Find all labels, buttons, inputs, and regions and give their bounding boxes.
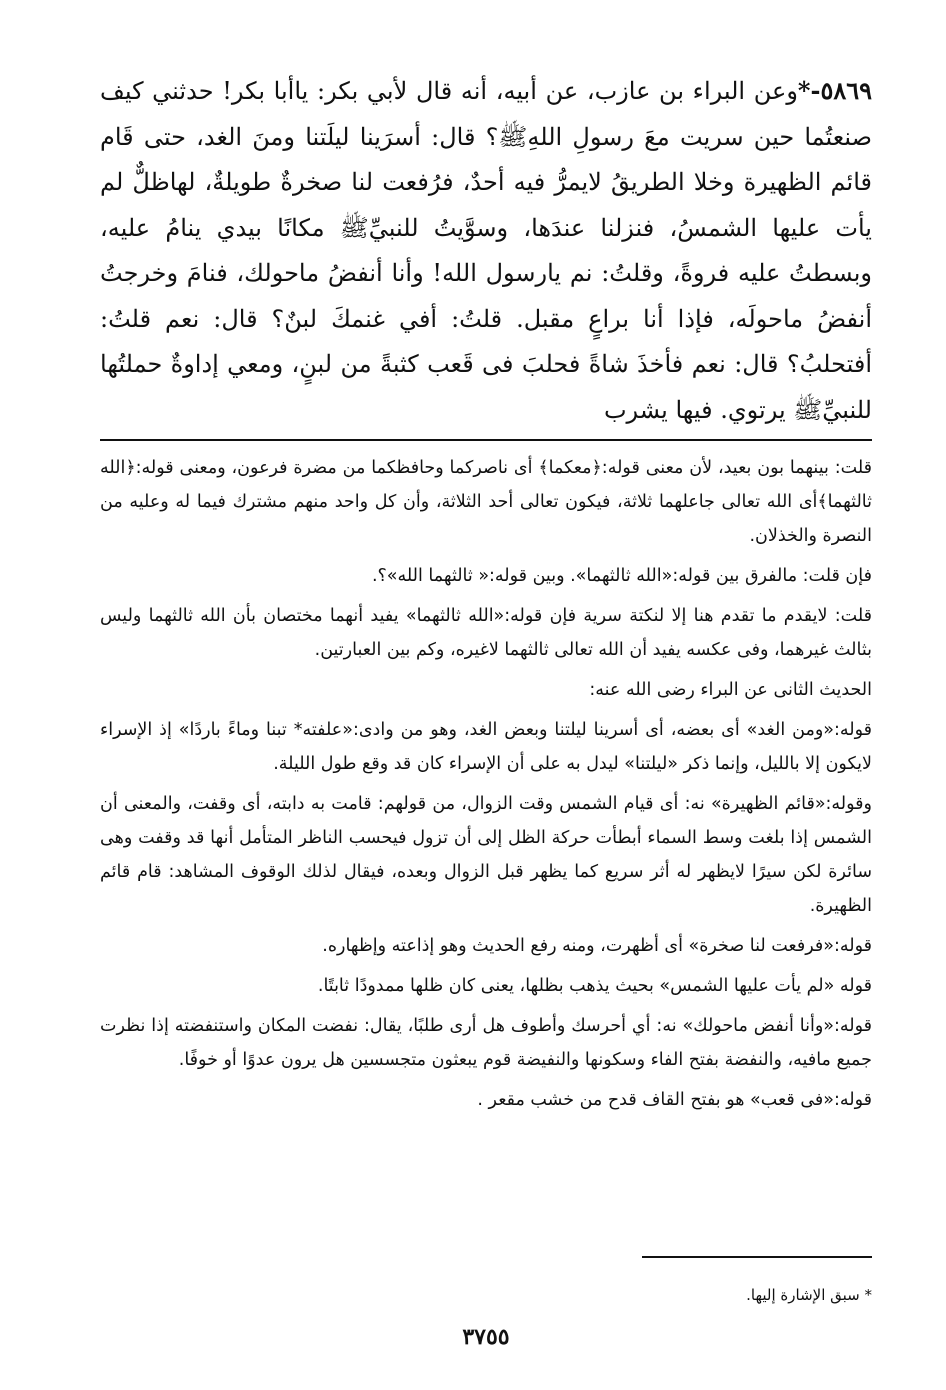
commentary-paragraph: قوله:«ومن الغد» أى بعضه، أى أسرينا ليلتنا وبعض الغد، وهو من وادى:«علفته* تبنا وماءً باردًا» إذ الإسراء لايكون إلا بالليل، وإنما ذكر «ليلتنا» ليدل به على أن الإسراء كان قد وقع طول الليلة. bbox=[100, 720, 872, 774]
commentary-paragraph: قوله:«وأنا أنفض ماحولك» نه: أي أحرسك وأطوف هل أرى طلبًا، يقال: نفضت المكان واستنفضته إذا نظرت جميع مافيه، والنفضة بفتح الفاء وسكونها والنفيضة قوم يبعثون متجسسين هل يرون عدوًا أو خوفًا. bbox=[100, 1016, 872, 1070]
footnote: * سبق الإشارة إليها. bbox=[746, 1286, 872, 1304]
commentary-paragraph: الحديث الثانى عن البراء رضى الله عنه: bbox=[589, 680, 872, 700]
document-page bbox=[100, 68, 872, 1368]
commentary-paragraph: قوله «لم يأت عليها الشمس» بحيث يذهب بظلها، يعنى كان ظلها ممدودًا ثابتًا. bbox=[317, 976, 872, 996]
section-divider bbox=[100, 439, 872, 441]
page-number: ٣٧٥٥ bbox=[462, 1324, 510, 1350]
commentary-paragraph: قلت: بينهما بون بعيد، لأن معنى قوله:﴿معكما﴾ أى ناصركما وحافظكما من مضرة فرعون، ومعنى قوله:﴿الله ثالثهما﴾أى الله تعالى جاعلهما ثلاثة، فيكون تعالى أحد الثلاثة، وأن كل واحد منهم مشترك فيما له وعليه من النصرة والخذلان. bbox=[100, 458, 872, 546]
commentary-paragraph: وقوله:«قائم الظهيرة» نه: أى قيام الشمس وقت الزوال، من قولهم: قامت به دابته، أى وقفت، والمعنى أن الشمس إذا بلغت وسط السماء أبطأت حركة الظل إلى أن تزول فيحسب الناظر المتأمل أنها قد وقفت وهى سائرة لكن سيرًا لايظهر له أثر سريع كما يظهر قبل الزوال وبعده، فيقال لذلك الوقوف المشاهد: قام قائم الظهيرة. bbox=[100, 794, 872, 916]
hadith-text bbox=[100, 68, 872, 433]
commentary-paragraph: قلت: لايقدم ما تقدم هنا إلا لنكتة سرية فإن قوله:«الله ثالثهما» يفيد أنهما مختصان بأن الله ثالثهما وليس بثالث غيرهما، وفى عكسه يفيد أن الله تعالى ثالثهما لاغيره، وكم بين العبارتين. bbox=[100, 606, 872, 660]
hadith-body: وعن البراء بن عازب، عن أبيه، أنه قال لأبي بكر: ياأبا بكر! حدثني كيف صنعتُما حين سريت معَ رسولِ اللهِﷺ؟ قال: أسرَينا ليلَتنا ومنَ الغد، حتى قَام قائم الظهيرة وخلا الطريقُ لايمرُّ فيه أحدٌ، فرُفعت لنا صخرةٌ طويلةٌ، لهاظلٌّ لم يأت عليها الشمسُ، فنزلنا عندَها، وسوَّيتُ للنبيِّﷺ مكانًا بيدي ينامُ عليه، وبسطتُ عليه فروةً، وقلتُ: نم يارسول الله! وأنا أنفضُ ماحولك، فنامَ وخرجتُ أنفضُ ماحولَه، فإذا أنا براعٍ مقبل. قلتُ: أفي غنمكَ لبنٌ؟ قال: نعم قلتُ: أفتحلبُ؟ قال: نعم فأخذَ شاةً فحلبَ فى قَعب كثبةً من لبنٍ، ومعي إداوةٌ حملتُها للنبيِّﷺ يرتوي. فيها يشرب bbox=[100, 77, 872, 424]
commentary-paragraph: قوله:«فرفعت لنا صخرة» أى أظهرت، ومنه رفع الحديث وهو إذاعته وإظهاره. bbox=[322, 936, 872, 956]
commentary bbox=[100, 451, 872, 1117]
commentary-paragraph: قوله:«فى قعب» هو بفتح القاف قدح من خشب مقعر . bbox=[477, 1090, 872, 1110]
hadith-number: ٥٨٦٩-* bbox=[797, 76, 872, 105]
commentary-paragraph: فإن قلت: مالفرق بين قوله:«الله ثالثهما». وبين قوله:« ثالثهما الله»؟. bbox=[371, 566, 872, 586]
footnote-divider bbox=[642, 1256, 872, 1258]
